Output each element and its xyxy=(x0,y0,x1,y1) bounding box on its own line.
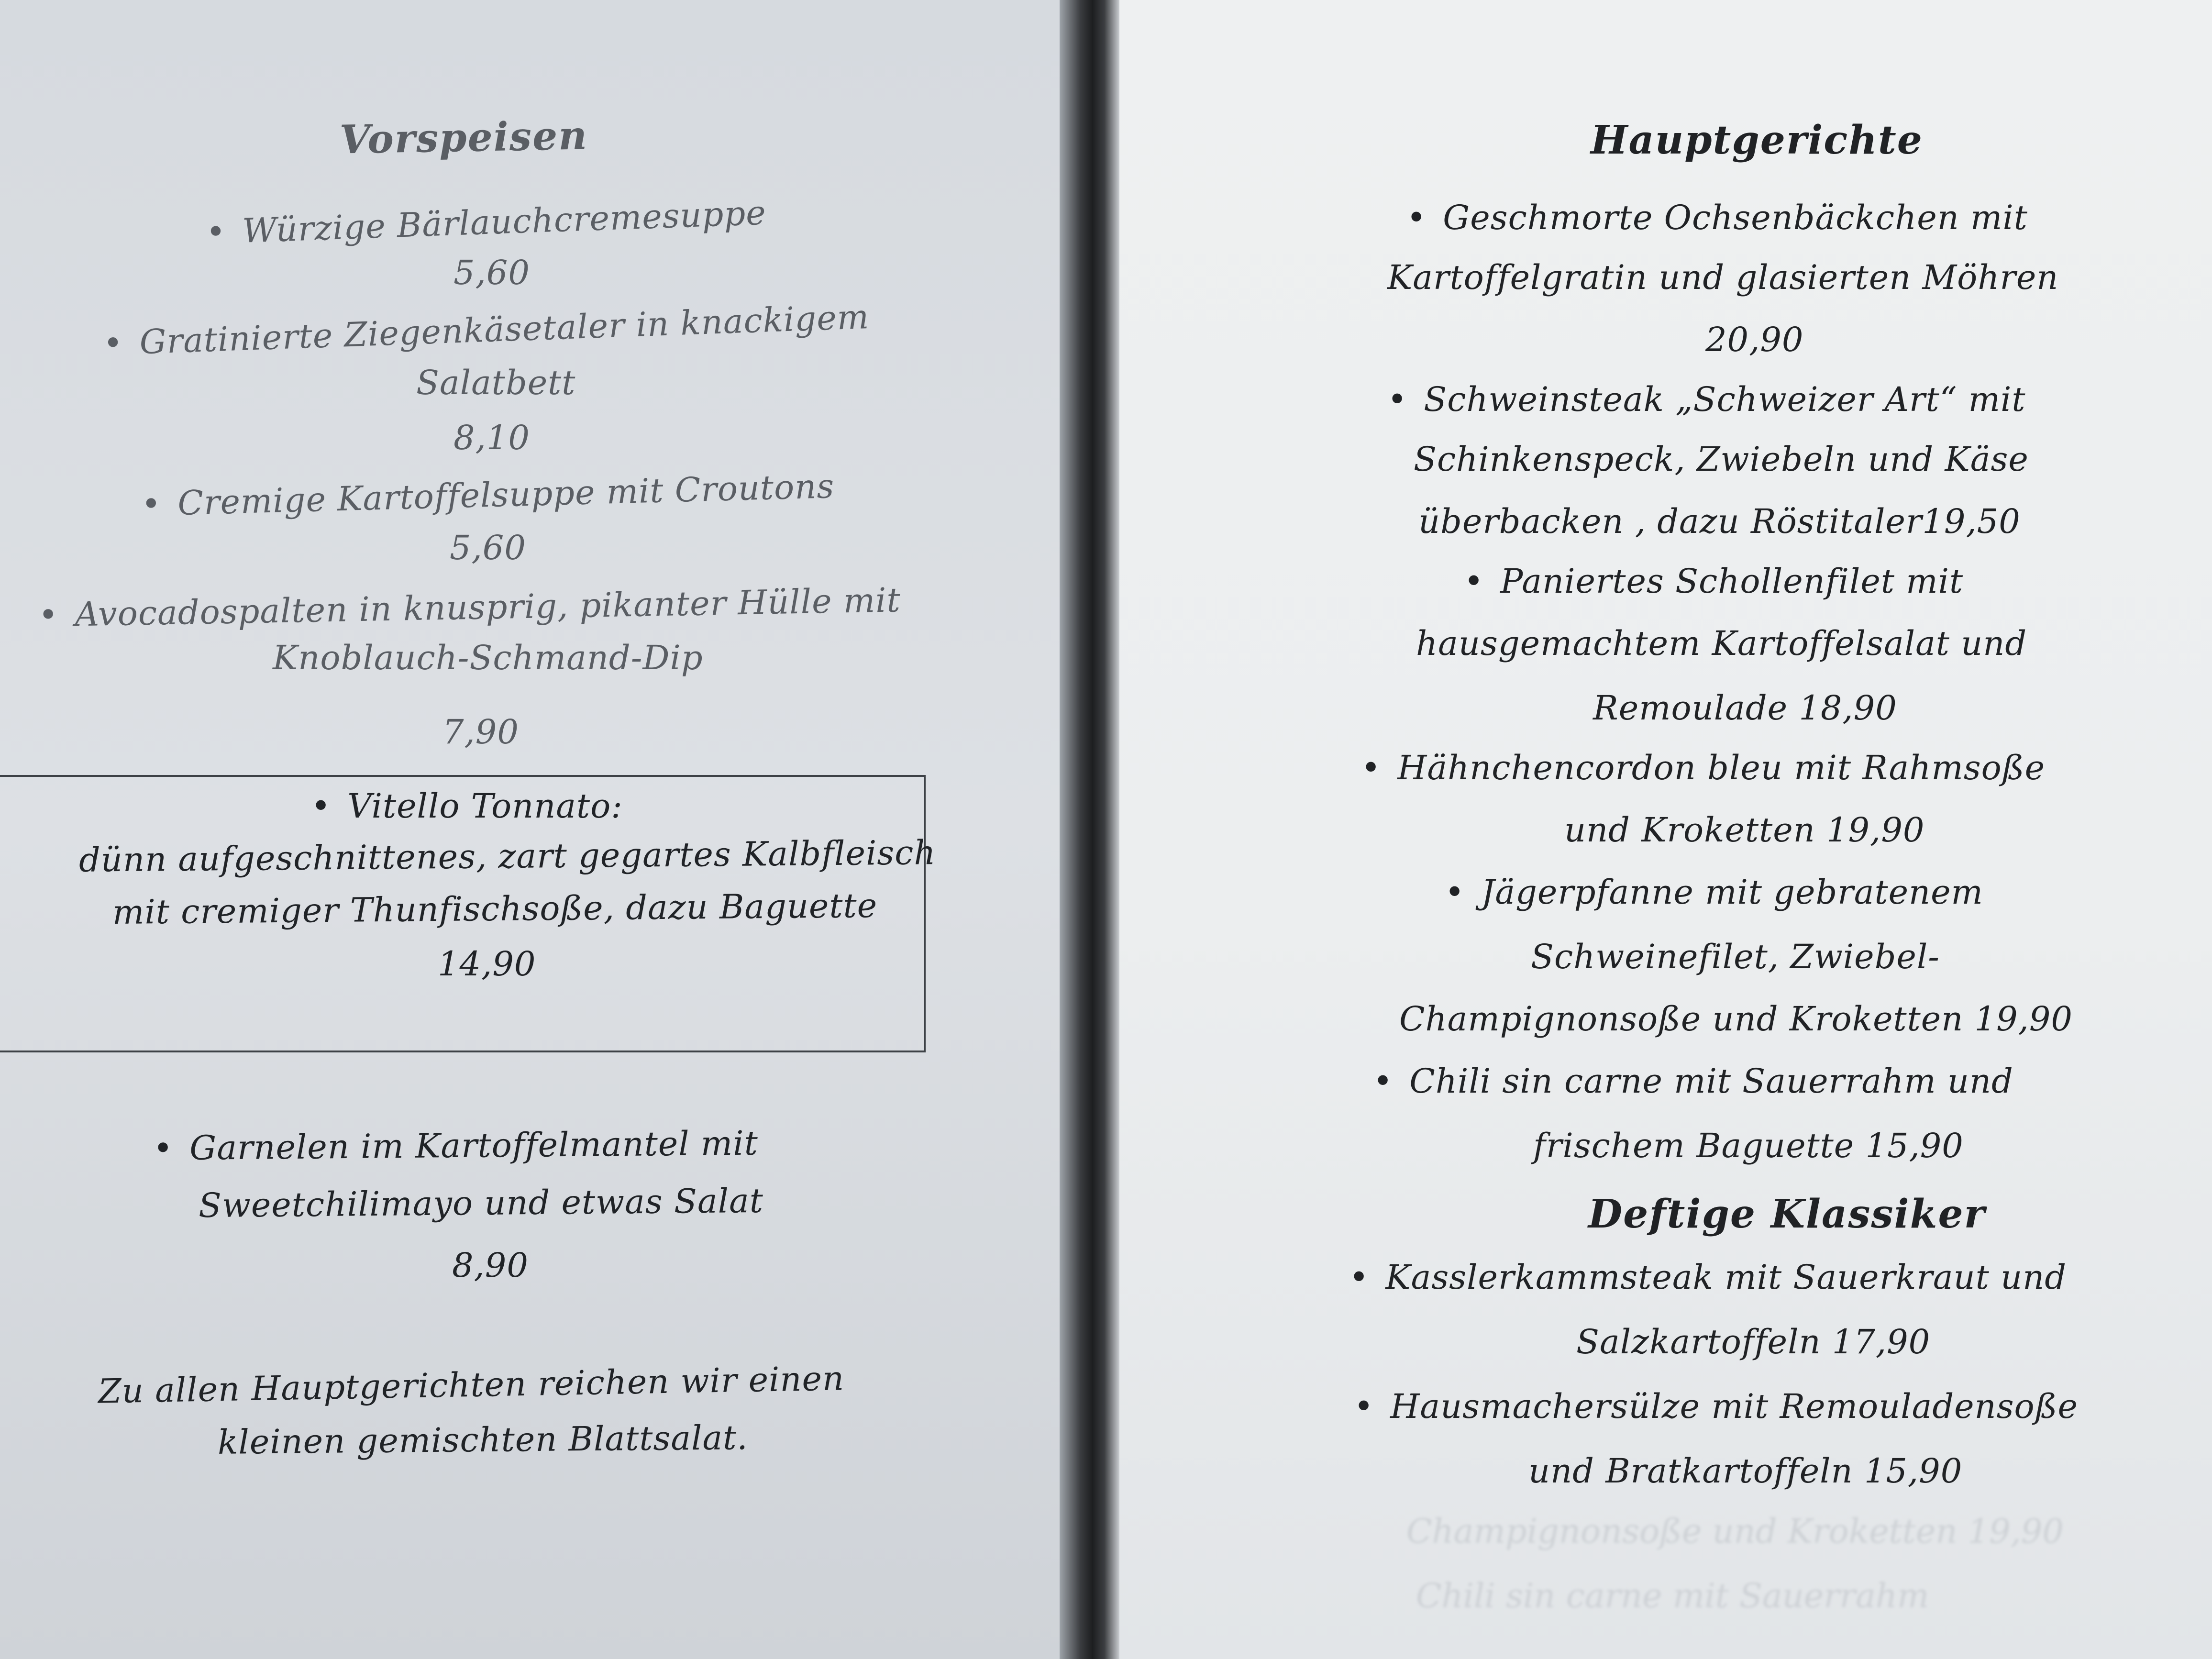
main-2-line2: Schinkenspeck, Zwiebeln und Käse xyxy=(1414,440,2029,479)
starter-2-name-line1 xyxy=(102,297,870,363)
main-1-text-line1: Geschmorte Ochsenbäckchen mit xyxy=(1443,198,2028,237)
left-page xyxy=(0,0,1060,1659)
starter-5-name-line1 xyxy=(311,786,623,826)
starter-4-name-line2: Knoblauch-Schmand-Dip xyxy=(273,638,703,677)
starter-5-text-line1: Vitello Tonnato: xyxy=(347,786,623,826)
classic-1-line1 xyxy=(1349,1258,2067,1297)
classic-2-line1 xyxy=(1354,1387,2078,1426)
bullet-icon: • xyxy=(153,1128,174,1168)
starter-3-text: Cremige Kartoffelsuppe mit Croutons xyxy=(177,466,835,523)
starter-6-name-line2: Sweetchilimayo und etwas Salat xyxy=(198,1181,764,1226)
main-4-line1 xyxy=(1361,748,2045,787)
classic-1-line2: Salzkartoffeln 17,90 xyxy=(1576,1322,1931,1361)
main-5-line3: Champignonsoße und Kroketten 19,90 xyxy=(1399,999,2073,1039)
starter-6-price: 8,90 xyxy=(452,1246,529,1285)
bullet-icon: • xyxy=(38,595,59,635)
main-5-line1 xyxy=(1445,873,1983,912)
bullet-icon: • xyxy=(1361,748,1382,787)
bullet-icon: • xyxy=(1387,380,1408,419)
main-1-line2: Kartoffelgratin und glasierten Möhren xyxy=(1387,258,2059,297)
starter-4-price: 7,90 xyxy=(442,712,519,752)
bullet-icon: • xyxy=(1349,1258,1370,1297)
bullet-icon: • xyxy=(205,211,227,252)
main-5-text-line1: Jägerpfanne mit gebratenem xyxy=(1481,873,1983,912)
main-3-text-line1: Paniertes Schollenfilet mit xyxy=(1500,562,1964,601)
classic-1-text-line1: Kasslerkammsteak mit Sauerkraut und xyxy=(1385,1258,2067,1297)
bullet-icon: • xyxy=(1354,1387,1374,1426)
starter-1-price: 5,60 xyxy=(453,253,530,292)
show-through-text-2: Chili sin carne mit Sauerrahm xyxy=(1416,1576,1929,1615)
main-3-line3: Remoulade 18,90 xyxy=(1593,688,1897,728)
starter-4-text-line1: Avocadospalten in knusprig, pikanter Hülle mit xyxy=(74,580,901,634)
bullet-icon: • xyxy=(1373,1062,1394,1101)
starter-5-name-line3: mit cremiger Thunfischsoße, dazu Baguette xyxy=(112,886,878,932)
classics-title: Deftige Klassiker xyxy=(1588,1191,1986,1237)
side-salad-note-line1: Zu allen Hauptgerichten reichen wir einen xyxy=(98,1359,845,1411)
starter-2-name-line2: Salatbett xyxy=(416,363,576,402)
show-through-text-1: Champignonsoße und Kroketten 19,90 xyxy=(1406,1512,2064,1551)
starter-6-text-line1: Garnelen im Kartoffelmantel mit xyxy=(189,1123,759,1168)
main-3-line2: hausgemachtem Kartoffelsalat und xyxy=(1416,624,2027,663)
main-4-line2: und Kroketten 19,90 xyxy=(1564,810,1925,850)
main-4-text-line1: Hähnchencordon bleu mit Rahmsoße xyxy=(1397,748,2045,787)
starter-2-price: 8,10 xyxy=(453,418,530,457)
starter-4-name-line1 xyxy=(38,580,901,635)
side-salad-note-line2: kleinen gemischten Blattsalat. xyxy=(217,1418,748,1462)
bullet-icon: • xyxy=(1406,198,1427,237)
main-5-line2: Schweinefilet, Zwiebel- xyxy=(1531,937,1940,976)
starter-1-text: Würzige Bärlauchcremesuppe xyxy=(242,193,767,251)
main-2-line3: überbacken , dazu Röstitaler19,50 xyxy=(1418,502,2021,541)
main-2-line1 xyxy=(1387,380,2026,419)
main-6-text-line1: Chili sin carne mit Sauerrahm und xyxy=(1409,1062,2013,1101)
starter-3-name xyxy=(141,466,835,524)
starter-3-price: 5,60 xyxy=(450,528,526,567)
starter-2-text-line1: Gratinierte Ziegenkäsetaler in knackigem xyxy=(139,297,870,362)
bullet-icon: • xyxy=(1445,873,1465,912)
main-3-line1 xyxy=(1464,562,1964,601)
starter-1-name xyxy=(205,193,767,252)
bullet-icon: • xyxy=(102,323,124,363)
bullet-icon: • xyxy=(1464,562,1484,601)
mains-title: Hauptgerichte xyxy=(1591,117,1923,163)
starters-title: Vorspeisen xyxy=(339,112,588,163)
main-6-line1 xyxy=(1373,1062,2013,1101)
bullet-icon: • xyxy=(311,786,332,826)
book-spine xyxy=(1060,0,1119,1659)
main-1-line3: 20,90 xyxy=(1705,320,1804,359)
starter-5-name-line2: dünn aufgeschnittenes, zart gegartes Kalbfleisch xyxy=(78,833,936,880)
right-page xyxy=(1119,0,2212,1659)
main-6-line2: frischem Baguette 15,90 xyxy=(1533,1126,1964,1165)
bullet-icon: • xyxy=(141,484,162,524)
classic-2-line2: und Bratkartoffeln 15,90 xyxy=(1528,1451,1963,1491)
classic-2-text-line1: Hausmachersülze mit Remouladensoße xyxy=(1390,1387,2078,1426)
starter-5-price: 14,90 xyxy=(438,944,536,984)
main-2-text-line1: Schweinsteak „Schweizer Art“ mit xyxy=(1424,380,2026,419)
starter-6-name-line1 xyxy=(153,1123,759,1168)
main-1-line1 xyxy=(1406,198,2028,237)
